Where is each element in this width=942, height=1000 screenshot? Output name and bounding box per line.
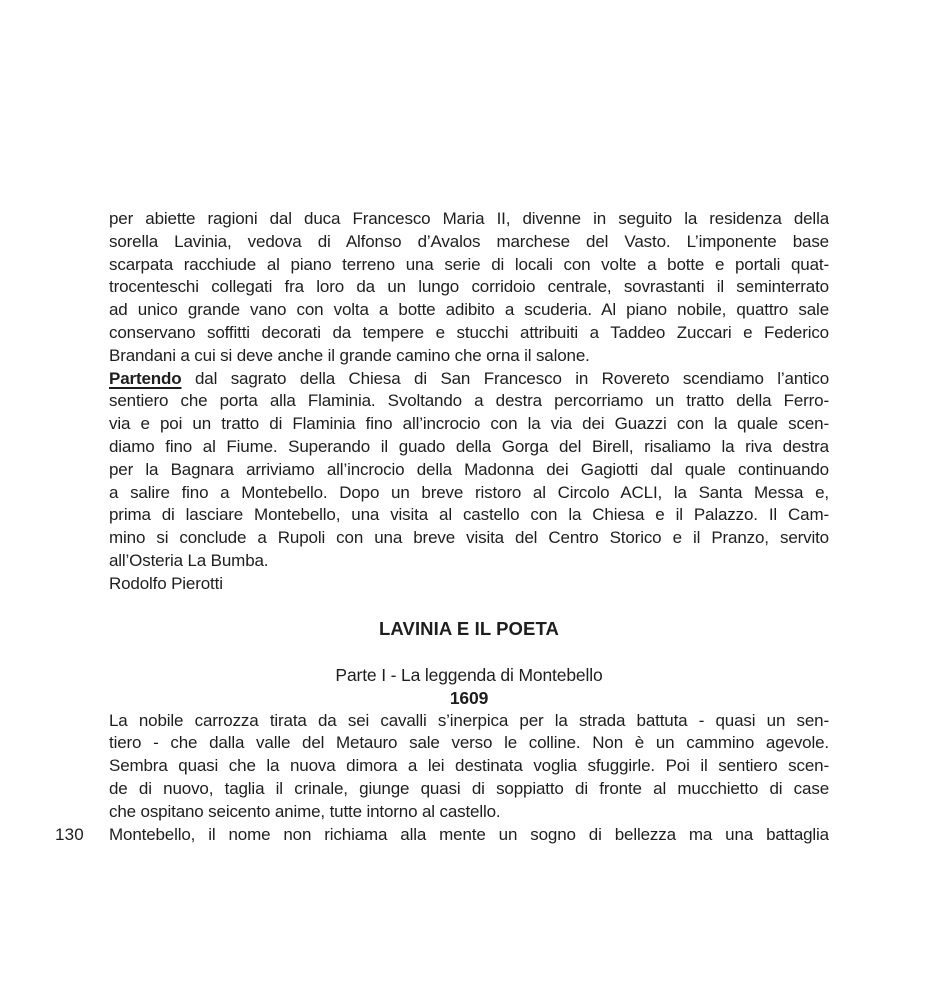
author-signature: Rodolfo Pierotti	[109, 573, 223, 593]
year-heading: 1609	[449, 687, 489, 708]
chapter-title: LAVINIA E IL POETA	[379, 618, 559, 640]
text-line: scarpata racchiude al piano terreno una serie di locali con volte a botte e portali quat-	[109, 254, 829, 274]
text-line: La nobile carrozza tirata da sei cavalli s’inerpica per la strada battuta - quasi un sen-	[109, 710, 829, 730]
part-subtitle: Parte I - La leggenda di Montebello	[335, 664, 603, 685]
lead-word: Partendo	[109, 368, 182, 388]
blank-line	[109, 596, 829, 619]
text-column	[109, 208, 829, 846]
text-line: sorella Lavinia, vedova di Alfonso d’Avalos marchese del Vasto. L’imponente base	[109, 231, 829, 251]
text-line: tiero - che dalla valle del Metauro sale verso le colline. Non è un cammino agevole.	[109, 733, 829, 753]
paragraph-1	[109, 208, 829, 368]
text-line: conservano soffitti decorati da tempere e stucchi attribuiti a Taddeo Zuccari e Federico	[109, 322, 829, 342]
text-line: mino si conclude a Rupoli con una breve visita del Centro Storico e il Pranzo, servito	[109, 528, 829, 548]
text-line: diamo fino al Fiume. Superando il guado della Gorga del Birell, risaliamo la riva destra	[109, 436, 829, 456]
text-line: trocenteschi collegati fra loro da un lungo corridoio centrale, sovrastanti il seminterrato	[109, 277, 829, 297]
text-line: che ospitano seicento anime, tutte intorno al castello.	[109, 801, 501, 821]
text-line: Montebello, il nome non richiama alla mente un sogno di bellezza ma una battaglia	[109, 824, 829, 844]
text-line: via e poi un tratto di Flaminia fino all’incrocio con la via dei Guazzi con la quale scen-	[109, 414, 829, 434]
paragraph-3	[109, 710, 829, 824]
text-line: sentiero che porta alla Flaminia. Svoltando a destra percorriamo un tratto della Ferro-	[109, 391, 829, 411]
text-line: prima di lasciare Montebello, una visita al castello con la Chiesa e il Palazzo. Il Cam-	[109, 505, 829, 525]
text-line	[109, 368, 829, 391]
paragraph-2	[109, 368, 829, 596]
page-number: 130	[55, 824, 84, 844]
text-line: all’Osteria La Bumba.	[109, 550, 269, 570]
text-line: per abiette ragioni dal duca Francesco Maria II, divenne in seguito la residenza della	[109, 209, 829, 228]
text-line: de di nuovo, taglia il crinale, giunge quasi di soppiatto di fronte al mucchietto di case	[109, 778, 829, 798]
paragraph-4	[109, 824, 829, 847]
blank-line	[109, 641, 829, 664]
text-line: ad unico grande vano con volta a botte adibito a scuderia. Al piano nobile, quattro sale	[109, 300, 829, 320]
text-line: Sembra quasi che la nuova dimora a lei destinata voglia sfuggirle. Poi il sentiero scen-	[109, 756, 829, 776]
text-line: a salire fino a Montebello. Dopo un breve ristoro al Circolo ACLI, la Santa Messa e,	[109, 482, 829, 502]
text-span: dal sagrato della Chiesa di San Francesco in Rovereto scendiamo l’antico	[194, 368, 829, 388]
text-line: per la Bagnara arriviamo all’incrocio della Madonna dei Gagiotti dal quale continuando	[109, 459, 829, 479]
text-line: Brandani a cui si deve anche il grande camino che orna il salone.	[109, 345, 590, 365]
